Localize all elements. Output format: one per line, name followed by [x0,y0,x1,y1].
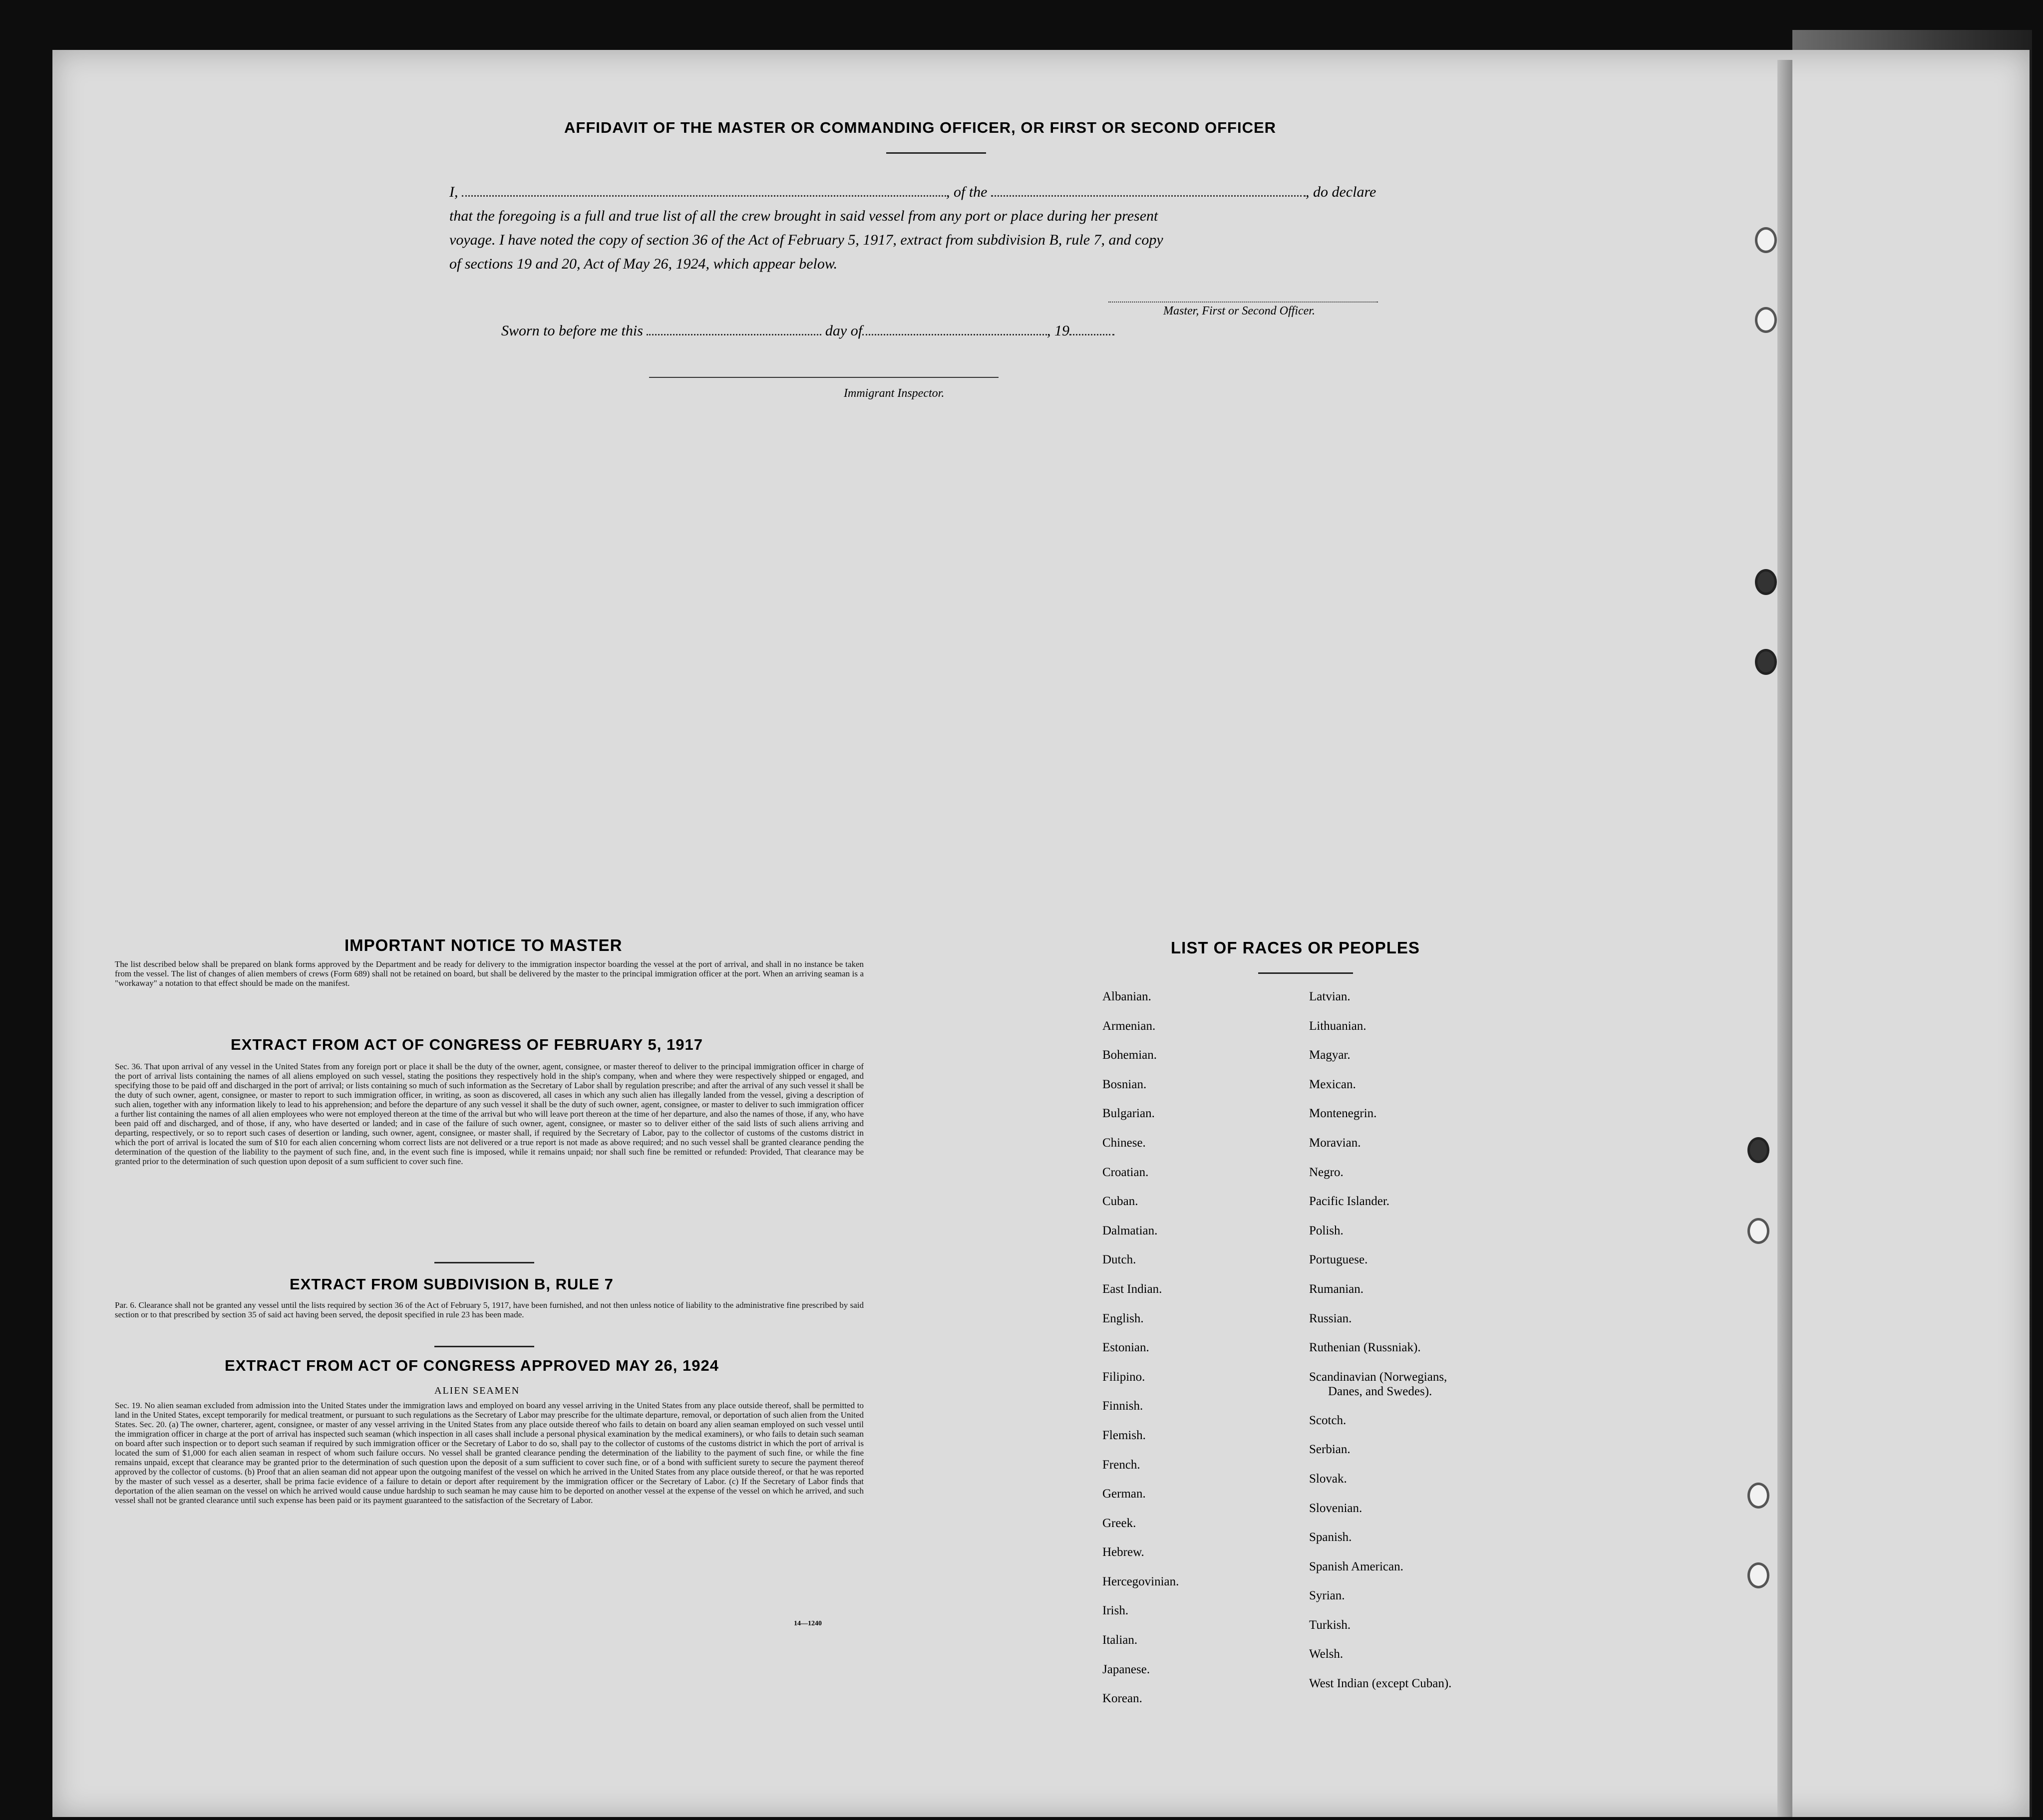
punch-hole-icon [1755,649,1777,675]
race-item: Ruthenian (Russniak). [1309,1341,1421,1355]
punch-hole-icon [1747,1218,1769,1244]
race-item: Greek. [1102,1516,1136,1530]
signature-caption: Master, First or Second Officer. [1163,304,1315,317]
race-item: Serbian. [1309,1443,1351,1457]
section-divider [434,1262,534,1263]
affidavit-line-2: that the foregoing is a full and true list of all the crew brought in said vessel from any port or place during her present [449,208,1158,224]
race-item: Bulgarian. [1102,1107,1155,1121]
race-item: Negro. [1309,1165,1344,1179]
race-item: Danes, and Swedes). [1328,1384,1432,1398]
race-item: Pacific Islander. [1309,1195,1390,1209]
section-divider [434,1346,534,1347]
race-item: Scotch. [1309,1413,1347,1427]
race-item: Japanese. [1102,1662,1150,1676]
sworn-year-field[interactable] [1069,323,1114,335]
extract-1924-body: Sec. 19. No alien seaman excluded from admission into the United States under the immigration laws and employed on board any vessel arriving in the United States from any place outside thereof, shall be permitted to land in the United States, except temporarily for medical treatment, or pursuant to such regulations as the Secretary of Labor may prescribe for the ultimate departure, removal, or deportation of such alien from the United States. Sec. 20. (a) The owner, charterer, agent, consignee, or master of any vessel arriving in the United States from any place outside thereof who fails to detain on board any alien seaman employed on such vessel until the immigration officer in charge at the port of arrival has inspected such seaman (which inspection in all cases shall include a personal physical examination by the medical examiners), or who fails to detain such seaman on board after such inspection or to deport such seaman if required by such immigration officer or the Secretary of Labor to do so, shall pay to the collector of customs of the customs district in which the port of arrival is located the sum of $1,000 for each alien seaman in respect of whom such failure occurs. No vessel shall be granted clearance pending the determination of the liability to the payment of such fine, or while the fine remains unpaid, except that clearance may be granted prior to the determination of such question upon the deposit of a sum sufficient to cover such fine, or of a bond with sufficient surety to secure the payment thereof approved by the collector of customs. (b) Proof that an alien seaman did not appear upon the outgoing manifest of the vessel on which he arrived in the United States from any place outside thereof, or that he was reported by the master of such vessel as a deserter, shall be prima facie evidence of a failure to detain or deport after requirement by the immigration officer or the Secretary of Labor. (c) If the Secretary of Labor finds that deportation of the alien seaman on the vessel on which he arrived would cause undue hardship to such seaman he may cause him to be deported on another vessel at the expense of the vessel on which he arrived, and such vessel shall not be granted clearance until such expense has been paid or its payment guaranteed to the satisfaction of the Secretary of Labor. [115,1401,864,1505]
races-title: LIST OF RACES OR PEOPLES [1171,938,1420,957]
affidavit-line-4: of sections 19 and 20, Act of May 26, 1924, which appear below. [449,256,838,272]
extract-1924-subtitle: ALIEN SEAMEN [434,1385,520,1396]
race-item: Slovak. [1309,1472,1347,1486]
punch-hole-icon [1747,1562,1769,1588]
race-item: West Indian (except Cuban). [1309,1677,1452,1691]
extract-1917-body: Sec. 36. That upon arrival of any vessel in the United States from any foreign port or place it shall be the duty of the owner, agent, consignee, or master thereof to deliver to the principal immigration officer in charge of the port of arrival lists containing the names of all aliens employed on such vessel, stating the positions they respectively hold in the ship's company, when and where they were respectively shipped or engaged, and specifying those to be paid off and discharged in the port of arrival; or lists containing so much of such information as the Secretary of Labor shall by regulation prescribe; and after the arrival of any such vessel it shall be the duty of such owner, agent, consignee, or master to report to such immigration officer, in writing, as soon as discovered, all cases in which any such alien has illegally landed from the vessel, giving a description of such alien, together with any information likely to lead to his apprehension; and before the departure of any such vessel it shall be the duty of such owner, agent, consignee, or master to deliver to such immigration officer a further list containing the names of all alien employees who were not employed thereon at the time of the arrival but who will leave port thereon at the time of her departure, and also the names of those, if any, who have been paid off and discharged, and of those, if any, who have deserted or landed; and in case of the failure of such owner, agent, consignee, or master so to deliver either of the said lists of such aliens arriving and departing, respectively, or so to report such cases of desertion or landing, such owner, agent, consignee, or master shall, if required by the Secretary of Labor, pay to the collector of customs of the customs district in which the port of arrival is located the sum of $10 for each alien concerning whom correct lists are not delivered or a true report is not made as above required; and no such vessel shall be granted clearance pending the determination of the question of the liability to the payment of such fine, and, in the event such fine is imposed, while it remains unpaid; nor shall such fine be remitted or refunded: Provided, That clearance may be granted prior to the determination of such question upon deposit of a sum sufficient to cover such fine. [115,1062,864,1166]
race-item: Turkish. [1309,1618,1351,1632]
race-item: Finnish. [1102,1399,1143,1413]
race-item: Welsh. [1309,1647,1344,1661]
title-divider [886,152,986,154]
punch-hole-icon [1747,1483,1769,1509]
race-item: Spanish American. [1309,1559,1403,1573]
race-item: East Indian. [1102,1282,1162,1296]
affidavit-line-3: voyage. I have noted the copy of section 36 of the Act of February 5, 1917, extract from subdivision B, rule 7, and copy [449,232,1163,248]
race-item: Syrian. [1309,1589,1345,1603]
punch-hole-icon [1755,569,1777,595]
race-item: Hebrew. [1102,1545,1144,1559]
race-item: Filipino. [1102,1370,1145,1384]
sworn-day-field[interactable] [647,323,821,335]
race-item: Spanish. [1309,1530,1352,1544]
race-item: Bohemian. [1102,1048,1157,1062]
affidavit-title: AFFIDAVIT OF THE MASTER OR COMMANDING OFFICER, OR FIRST OR SECOND OFFICER [564,119,1277,136]
vessel-name-field[interactable] [991,184,1306,197]
race-item: Croatian. [1102,1165,1149,1179]
notice-title: IMPORTANT NOTICE TO MASTER [344,936,623,954]
races-right-column [1309,982,1451,1699]
race-item: French. [1102,1458,1140,1472]
race-item: Cuban. [1102,1195,1138,1209]
race-item: Rumanian. [1309,1282,1364,1296]
officer-name-field[interactable] [462,184,946,197]
race-item: Dalmatian. [1102,1223,1158,1237]
sworn-month-field[interactable] [862,323,1047,335]
inspector-signature-field[interactable] [649,377,999,378]
extract-1924-title: EXTRACT FROM ACT OF CONGRESS APPROVED MAY 26, 1924 [225,1357,719,1374]
affidavit-i: I, [449,184,458,200]
race-item: Magyar. [1309,1048,1351,1062]
affidavit-declaration-line [449,184,1376,201]
extract-rule7-title: EXTRACT FROM SUBDIVISION B, RULE 7 [290,1275,614,1293]
signature-field[interactable] [1108,302,1378,303]
race-item: Scandinavian (Norwegians, [1309,1370,1447,1384]
race-item: Irish. [1102,1604,1129,1618]
race-item: Korean. [1102,1692,1142,1706]
affidavit-do-declare: , do declare [1306,184,1376,200]
punch-hole-icon [1755,307,1777,333]
race-item: Portuguese. [1309,1253,1368,1267]
race-item: Russian. [1309,1311,1352,1325]
sworn-line [501,322,1114,339]
punch-hole-icon [1747,1137,1769,1163]
race-item: Flemish. [1102,1428,1146,1442]
races-left-column [1102,982,1179,1714]
races-divider [1258,972,1353,974]
race-item: Albanian. [1102,990,1151,1003]
form-number: 14—1240 [794,1620,822,1627]
race-item: Mexican. [1309,1077,1356,1091]
race-item: Hercegovinian. [1102,1574,1179,1588]
race-item: Montenegrin. [1309,1107,1377,1121]
extract-rule7-body: Par. 6. Clearance shall not be granted any vessel until the lists required by section 36 of the Act of February 5, 1917, have been furnished, and not then unless notice of liability to the administrative fine prescribed by said section or to that prescribed by section 35 of said act having been served, the deposit specified in rule 23 has been made. [115,1300,864,1319]
sheet-edge [1777,60,1792,1817]
race-item: Bosnian. [1102,1077,1147,1091]
race-item: Lithuanian. [1309,1019,1366,1033]
notice-body: The list described below shall be prepared on blank forms approved by the Department and be ready for delivery to the immigration inspector boarding the vessel at the port of arrival, and shall in no instance be taken from the vessel. The list of changes of alien members of crews (Form 689) shall not be retained on board, but shall be delivered by the master to the principal immigration officer at the port. When an arriving seaman is a "workaway" a notation to that effect should be made on the manifest. [115,959,864,988]
race-item: Moravian. [1309,1136,1361,1150]
race-item: Slovenian. [1309,1501,1362,1515]
sworn-year: , 19 [1047,322,1070,339]
sworn-prefix: Sworn to before me this [501,322,643,339]
race-item: Estonian. [1102,1341,1149,1355]
inspector-caption: Immigrant Inspector. [844,387,945,400]
race-item: German. [1102,1487,1146,1501]
extract-1917-title: EXTRACT FROM ACT OF CONGRESS OF FEBRUARY 5, 1917 [231,1036,703,1053]
sworn-day-of: day of [825,322,863,339]
race-item: Armenian. [1102,1019,1156,1033]
race-item: Chinese. [1102,1136,1146,1150]
affidavit-of-the: , of the [946,184,988,200]
race-item: English. [1102,1311,1144,1325]
race-item: Latvian. [1309,990,1351,1003]
race-item: Italian. [1102,1633,1138,1647]
document-sheet [52,50,2030,1817]
punch-hole-icon [1755,227,1777,253]
race-item: Polish. [1309,1223,1344,1237]
race-item: Dutch. [1102,1253,1136,1267]
